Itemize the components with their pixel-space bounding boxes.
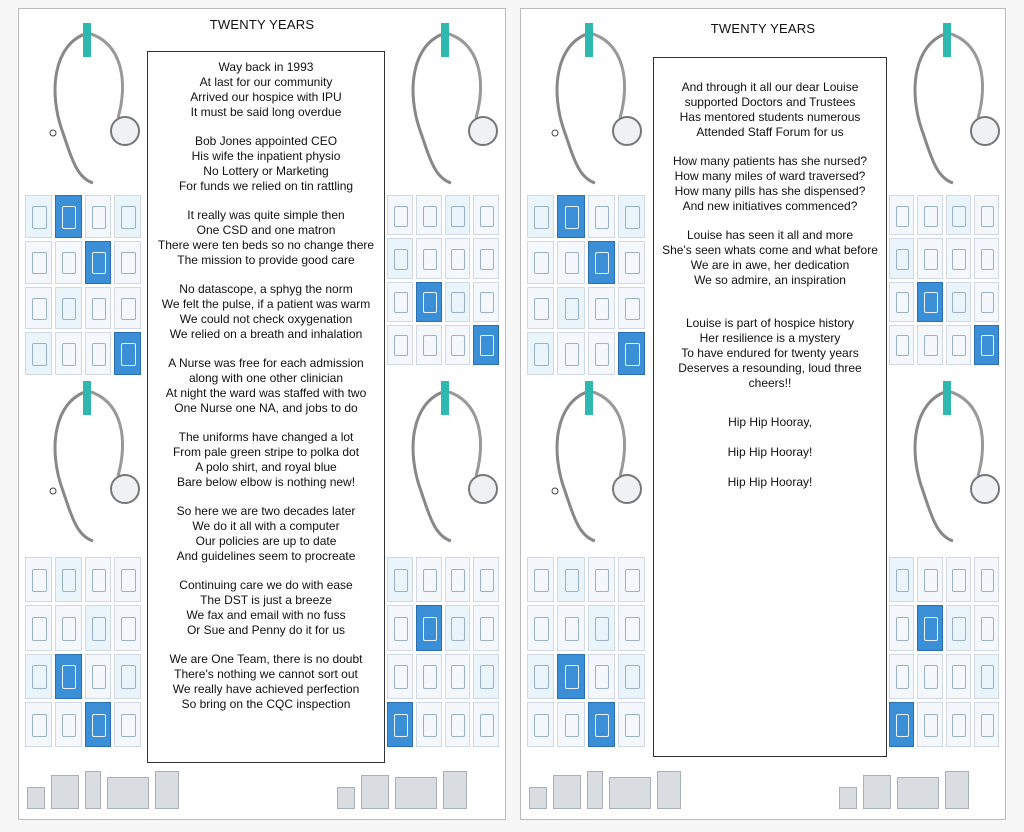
- poem-line: And through it all our dear Louise: [681, 80, 859, 94]
- stanza: [154, 430, 378, 490]
- medical-equipment-icon: [25, 557, 141, 747]
- poem-line: Continuing care we do with ease: [179, 578, 353, 592]
- poem-line: It must be said long overdue: [190, 105, 342, 119]
- stethoscope-icon: [33, 381, 143, 551]
- poem-line: No datascope, a sphyg the norm: [179, 282, 353, 296]
- poem-line: We do it all with a computer: [192, 519, 340, 533]
- stanza: [660, 316, 880, 391]
- poem-line: So bring on the CQC inspection: [181, 697, 351, 711]
- poem-line: And new initiatives commenced?: [682, 199, 858, 213]
- poem-line: One Nurse one NA, and jobs to do: [174, 401, 358, 415]
- poem-line: There's nothing we cannot sort out: [174, 667, 358, 681]
- poem-line: Our policies are up to date: [195, 534, 337, 548]
- poem-line: A polo shirt, and royal blue: [195, 460, 337, 474]
- poem-line: Has mentored students numerous: [679, 110, 861, 124]
- poem-line: Or Sue and Penny do it for us: [186, 623, 346, 637]
- poem-line: We are in awe, her dedication: [690, 258, 850, 272]
- poem-panel: [147, 51, 385, 763]
- stethoscope-icon: [33, 23, 143, 193]
- poem-line: Attended Staff Forum for us: [696, 125, 844, 139]
- stanza: [154, 134, 378, 194]
- stanza: [154, 60, 378, 120]
- stanza: [154, 208, 378, 268]
- poem-line: Bob Jones appointed CEO: [194, 134, 338, 148]
- stethoscope-icon: [391, 23, 501, 193]
- stethoscope-icon: [535, 23, 645, 193]
- poem-line: For funds we relied on tin rattling: [178, 179, 354, 193]
- poem-line: along with one other clinician: [188, 371, 344, 385]
- stethoscope-icon: [535, 381, 645, 551]
- cheers: [660, 415, 880, 490]
- stethoscope-icon: [893, 23, 1003, 193]
- right-page: [520, 8, 1006, 820]
- poem-line: We are One Team, there is no doubt: [169, 652, 363, 666]
- poem-line: Her resilience is a mystery: [699, 331, 841, 345]
- stanza: [154, 282, 378, 342]
- poem-line: How many pills has she dispensed?: [674, 184, 866, 198]
- stanza: [154, 356, 378, 416]
- poem-line: At night the ward was staffed with two: [165, 386, 367, 400]
- medical-equipment-icon: [889, 557, 999, 747]
- poem-line: From pale green stripe to polka dot: [172, 445, 360, 459]
- poem-line: We could not check oxygenation: [179, 312, 353, 326]
- poem-line: Deserves a resounding, loud three cheers!!: [678, 361, 862, 390]
- poem-line: supported Doctors and Trustees: [684, 95, 856, 109]
- medical-equipment-icon: [337, 769, 467, 809]
- poem-line: No Lottery or Marketing: [203, 164, 329, 178]
- poem-line: A Nurse was free for each admission: [168, 356, 364, 370]
- poem-line: We so admire, an inspiration: [694, 273, 846, 287]
- cheer-line: Hip Hip Hooray!: [727, 475, 813, 489]
- poem-line: How many patients has she nursed?: [672, 154, 868, 168]
- poem-line: One CSD and one matron: [196, 223, 336, 237]
- poem-line: Bare below elbow is nothing new!: [176, 475, 356, 489]
- page-title: TWENTY YEARS: [710, 21, 816, 36]
- poem-line: To have endured for twenty years: [681, 346, 859, 360]
- poem-line: We felt the pulse, if a patient was warm: [161, 297, 371, 311]
- stanza: [660, 80, 880, 140]
- stanza: [154, 652, 378, 712]
- medical-equipment-icon: [839, 769, 969, 809]
- medical-equipment-icon: [527, 557, 645, 747]
- cheer-line: Hip Hip Hooray!: [727, 445, 813, 459]
- poem-line: We fax and email with no fuss: [186, 608, 346, 622]
- poem-line: There were ten beds so no change there: [157, 238, 375, 252]
- poem-panel: [653, 57, 887, 757]
- cheer-line: Hip Hip Hooray,: [728, 415, 812, 429]
- poem-line: And guidelines seem to procreate: [176, 549, 356, 563]
- stanza: [154, 504, 378, 564]
- medical-equipment-icon: [529, 769, 681, 809]
- poem-line: Way back in 1993: [218, 60, 314, 74]
- stanza: [154, 578, 378, 638]
- stethoscope-icon: [391, 381, 501, 551]
- stanza: [660, 154, 880, 214]
- poem-line: At last for our community: [199, 75, 333, 89]
- medical-equipment-icon: [27, 769, 179, 809]
- stethoscope-icon: [893, 381, 1003, 551]
- stanza: [660, 228, 880, 288]
- poem-line: So here we are two decades later: [176, 504, 356, 518]
- poem-line: We relied on a breath and inhalation: [169, 327, 363, 341]
- poem-line: His wife the inpatient physio: [191, 149, 341, 163]
- poem-line: It really was quite simple then: [187, 208, 345, 222]
- medical-equipment-icon: [387, 195, 499, 365]
- left-page: [18, 8, 506, 820]
- poem-line: We really have achieved perfection: [172, 682, 360, 696]
- poem-line: How many miles of ward traversed?: [674, 169, 866, 183]
- poem-line: The mission to provide good care: [177, 253, 355, 267]
- medical-equipment-icon: [25, 195, 141, 375]
- poem-line: The DST is just a breeze: [200, 593, 332, 607]
- medical-equipment-icon: [889, 195, 999, 365]
- poem-line: Louise has seen it all and more: [686, 228, 854, 242]
- medical-equipment-icon: [527, 195, 645, 375]
- poem-line: Louise is part of hospice history: [685, 316, 855, 330]
- medical-equipment-icon: [387, 557, 499, 747]
- poem-line: She's seen whats come and what before: [662, 243, 878, 257]
- poem-line: Arrived our hospice with IPU: [190, 90, 342, 104]
- poem-line: The uniforms have changed a lot: [178, 430, 354, 444]
- page-title: TWENTY YEARS: [209, 17, 315, 32]
